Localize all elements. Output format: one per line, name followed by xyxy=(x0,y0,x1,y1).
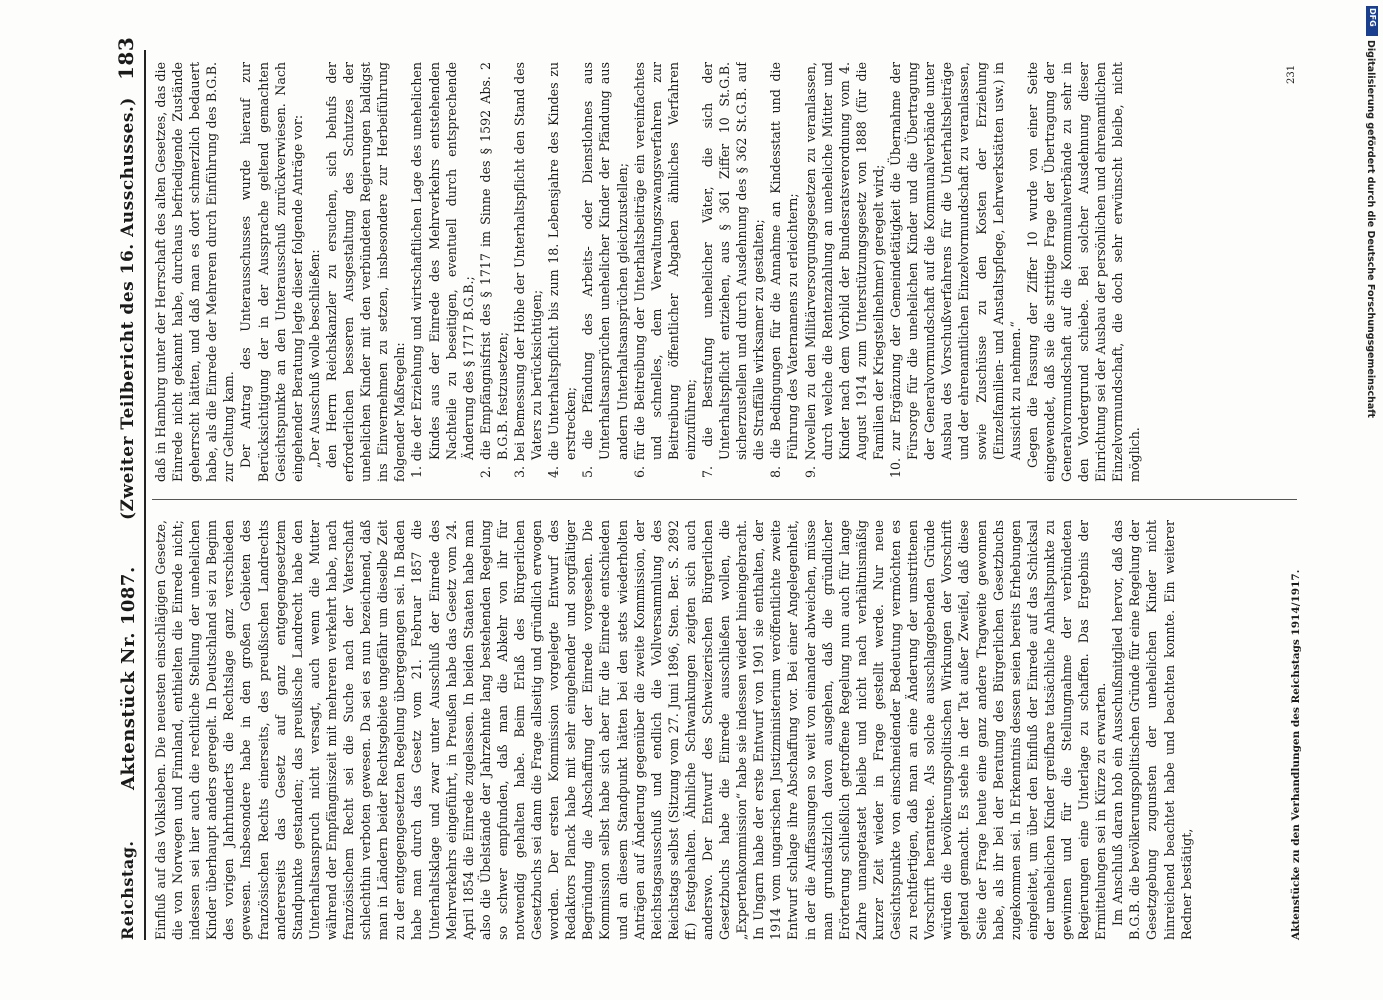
right-column xyxy=(152,62,1302,482)
column-divider xyxy=(152,499,1297,500)
header-rule xyxy=(144,50,146,940)
list-item: 7. die Bestrafung unehelicher Väter, die sich der Unterhaltspflicht entziehen, aus § 361 Ziffer 10 St.G.B. sicherzustellen und durch Ausdehnung des § 362 St.G.B. auf die Straffälle wirksamer zu gestalten; xyxy=(700,62,767,478)
list-item: 2. die Empfängnisfrist des § 1717 im Sinne des § 1592 Abs. 2 B.G.B. festzusetzen; xyxy=(477,62,510,478)
right-intro: daß in Hamburg unter der Herrschaft des alten Gesetzes, das die Einrede nicht gekannt habe, durchaus befriedigende Zustände geherrscht hätten, und daß man es dort schmerzlich bedauert habe, als die Einrede der Mehreren durch Einführung des B.G.B. zur Geltung kam. xyxy=(153,62,237,482)
right-paragraph-2: Der Antrag des Unterausschusses wurde hierauf zur Berücksichtigung der in der Aussprache geltend gemachten Gesichtspunkte an den Unterausschuß zurückverwiesen. Nach eingehender Beratung legte dieser folgende Anträge vor: xyxy=(238,62,305,482)
right-closing: Gegen die Fassung der Ziffer 10 wurde von einer Seite eingewendet, daß sie die strittige Frage der Übertragung der Generalvormundschaft auf die Kommunalverbände zu sehr in den Vordergrund schiebe. Bei solcher Ausdehnung dieser Einrichtung sei der Ausbau der persönlichen und ehrenamtlichen Einzelvormundschaft, die doch sehr erwünscht bleibe, nicht möglich. xyxy=(1024,62,1143,482)
credit-text: Digitalisierung gefördert durch die Deutsche Forschungsgemeinschaft xyxy=(1365,40,1376,418)
dfg-logo xyxy=(1366,6,1378,36)
header-left: Reichstag. xyxy=(118,840,137,940)
list-item: 6. für die Beitreibung der Unterhaltsbeiträge ein vereinfachtes und schnelles, dem Verwaltungszwangsverfahren zur Beitreibung öffentlicher Abgaben ähnliches Verfahren einzuführen; xyxy=(631,62,698,478)
quote-intro: „Der Ausschuß wolle beschließen: xyxy=(306,249,322,468)
page-footer: Aktenstücke zu den Verhandlungen des Reichstags 1914/1917. xyxy=(1290,569,1302,940)
list-item: 9. Novellen zu den Militärversorgungsgesetzen zu veranlassen, durch welche die Rentenzahlung an uneheliche Mütter und Kinder nach dem Vorbild der Bundesratsverordnung vom 4. August 1914 zum Unterstützungsgesetz von 1888 (für die Familien der Kriegsteilnehmer) geregelt wird; xyxy=(802,62,886,478)
footer-page-mark: 231 xyxy=(1286,64,1297,84)
left-paragraph-2: Im Anschluß daran hob ein Ausschußmitglied hervor, daß das B.G.B. die bevölkerungspolitischen Gründe für eine Regelung der Gesetzgebung zugunsten der unehelichen Kinder nicht hinreichend beachtet habe und beachten konnte. Ein weiterer Redner bestätigt, xyxy=(1110,520,1194,940)
header-subtitle: (Zweiter Teilbericht des 16. Ausschusses.) xyxy=(118,97,138,520)
list-item: 10. zur Ergänzung der Gemeindetätigkeit die Übernahme der Fürsorge für die unehelichen Kinder und die Übertragung der Generalvormundschaft auf die Kommunalverbände unter Ausbau des Vorschußverfahrens für die Unterhaltsbeiträge und der ehrenamtlichen Einzelvormundschaft zu veranlassen, sowie Zuschüsse zu den Kosten der Erziehung (Einzelfamilien- und Anstaltspflege, Lehrwerkstätten usw.) in Aussicht zu nehmen.“ xyxy=(888,62,1023,478)
list-item: 3. bei Bemessung der Höhe der Unterhaltspflicht den Stand des Vaters zu berücksichtigen; xyxy=(511,62,545,478)
header-title: Aktenstück Nr. 1087. xyxy=(118,566,139,790)
dfg-logo-text: DFG xyxy=(1368,8,1377,27)
left-paragraph-1: Einfluß auf das Volksleben. Die neuesten einschlägigen Gesetze, die von Norwegen und Finnland, enthielten die Einrede nicht; indessen sei hier auch die rechtliche Stellung der unehelichen Kinder überhaupt anders geregelt. In Deutschland sei zu Beginn des vorigen Jahrhunderts die Rechtslage ganz verschieden gewesen. Insbesondere habe in den großen Gebieten des französischen Rechts einerseits, des preußischen Landrechts andererseits das Gesetz auf ganz entgegengesetztem Standpunkte gestanden; das preußische Landrecht habe den Unterhaltsanspruch nicht versagt, auch wenn die Mutter während der Empfängniszeit mit mehreren verkehrt habe, nach französischem Recht sei die Suche nach der Vaterschaft schlechthin verboten gewesen. Da sei es nun bezeichnend, daß man in Ländern beider Rechtsgebiete ungefähr um dieselbe Zeit zu der entgegengesetzten Regelung übergegangen sei. In Baden habe man durch das Gesetz vom 21. Februar 1857 die Unterhaltsklage und zwar unter Ausschluß der Einrede des Mehrverkehrs eingeführt, in Preußen habe das Gesetz vom 24. April 1854 die Einrede zugelassen. In beiden Staaten habe man also die Übelstände der Jahrzehnte lang bestehenden Regelung so schwer empfunden, daß man die Abkehr von ihr für notwendig gehalten habe. Beim Erlaß des Bürgerlichen Gesetzbuchs sei dann die Frage allseitig und gründlich erwogen worden. Der ersten Kommission vorgelegte Entwurf des Redaktors Planck habe mit sehr eingehender und sorgfältiger Begründung die Abschaffung der Einrede vorgesehen. Die Kommission selbst habe sich aber für die Einrede entschieden und an diesem Standpunkt hätten bei den stets wiederholten Anträgen auf Änderung gegenüber die zweite Kommission, der Reichstagsausschuß und endlich die Vollversammlung des Reichstags selbst (Sitzung vom 27. Juni 1896, Sten. Ber. S. 2892 ff.) festgehalten. Ähnliche Schwankungen zeigten sich auch anderswo. Der Entwurf des Schweizerischen Bürgerlichen Gesetzbuchs habe die Einrede ausschließen wollen, die „Expertenkommission“ habe sie indessen wieder hineingebracht. In Ungarn habe der erste Entwurf von 1901 sie enthalten, der 1914 vom ungarischen Justizministerium veröffentlichte zweite Entwurf schlage ihre Abschaffung vor. Bei einer Angelegenheit, in der die Auffassungen so weit von einander abweichen, müsse man grundsätzlich davon ausgehen, daß die gründlicher Erörterung schließlich getroffene Regelung nun auch für lange Zahre unangetastet bleibe und nicht nach verhältnismäßig kurzer Zeit wieder in Frage gestellt werde. Nur neue Gesichtspunkte von einschneidender Bedeutung vermöchten es zu rechtfertigen, daß man an eine Änderung der umstrittenen Vorschrift herantrete. Als solche ausschlaggebenden Gründe würden die bevölkerungspolitischen Wirkungen der Vorschrift geltend gemacht. Es stehe in der Tat außer Zweifel, daß diese Seite der Frage heute eine ganz andere Tragweite gewonnen habe, als ihr bei der Beratung des Bürgerlichen Gesetzbuchs zugekommen sei. In Erkenntnis dessen seien bereits Erhebungen eingeleitet, um über den Einfluß der Einrede auf das Schicksal der unehelichen Kinder greifbare tatsächliche Anhaltspunkte zu gewinnen und für die Stellungnahme der verbündeten Regierungen eine Unterlage zu schaffen. Das Ergebnis der Ermittelungen sei in Kürze zu erwarten. xyxy=(153,520,1109,940)
rotated-page-content xyxy=(110,36,1310,940)
page-number: 183 xyxy=(114,36,138,80)
quote-lead: den Herrn Reichskanzler zu ersuchen, sich behufs der erforderlichen besseren Ausgestaltung des Schutzes der unehelichen Kinder mit den verbündeten Regierungen baldigst ins Einvernehmen zu setzen, insbesondere zur Herbeiführung folgender Maßregeln: xyxy=(323,62,408,482)
digitization-credit xyxy=(1362,40,1376,1000)
list-item: 1. die der Erziehung und wirtschaftlichen Lage des unehelichen Kindes aus der Einrede des Mehrverkehrs entstehenden Nachteile zu beseitigen, eventuell durch entsprechende Änderung des § 1717 B.G.B.; xyxy=(409,62,476,478)
list-item: 5. die Pfändung des Arbeits- oder Dienstlohnes aus Unterhaltsansprüchen unehelicher Kinder der Pfändung aus andern Unterhaltsansprüchen gleichzustellen; xyxy=(580,62,630,478)
list-item: 4. die Unterhaltspflicht bis zum 18. Lebensjahre des Kindes zu erstrecken; xyxy=(546,62,579,478)
list-item: 8. die Bedingungen für die Annahme an Kindesstatt und die Führung des Vaternamens zu erleichtern; xyxy=(768,62,801,478)
left-column xyxy=(152,520,1302,940)
